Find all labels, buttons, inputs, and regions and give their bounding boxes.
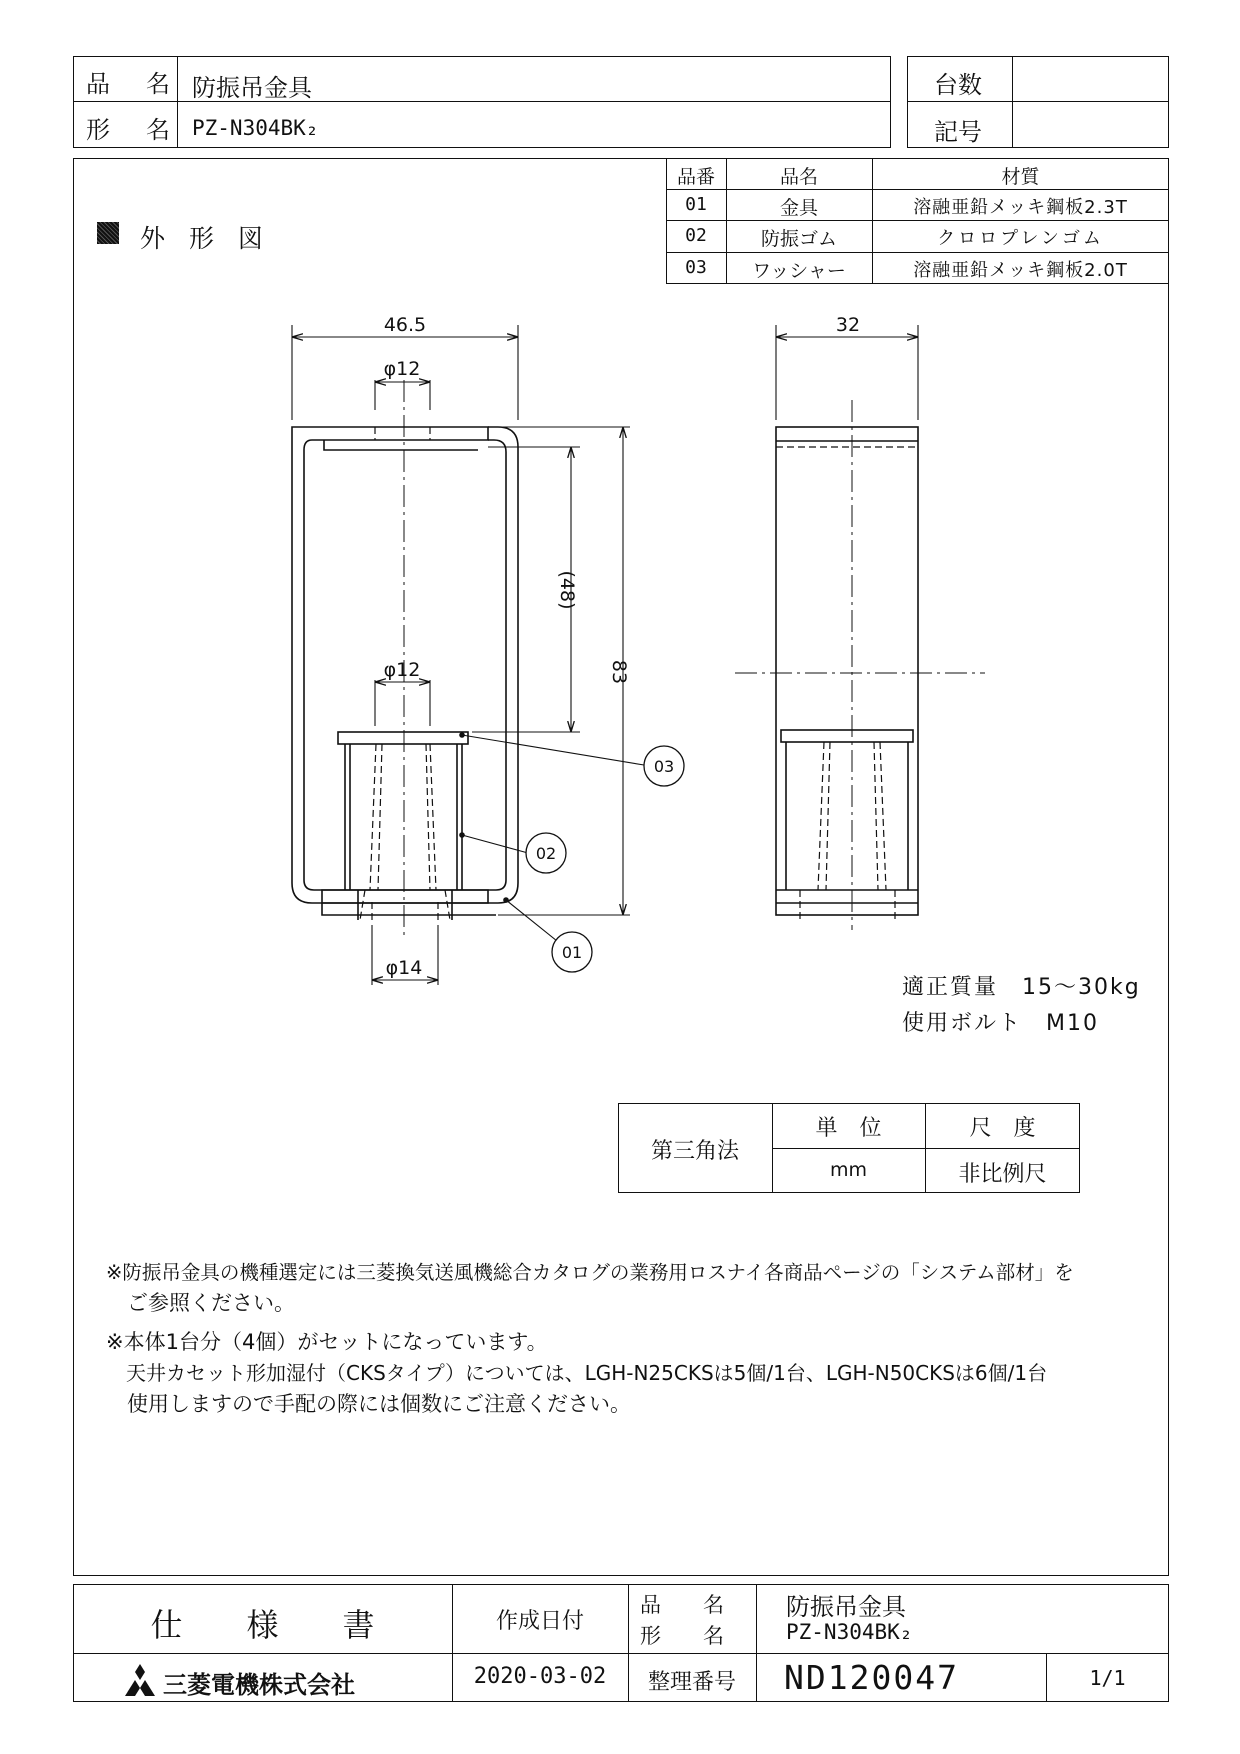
parts-row-material: 溶融亜鉛メッキ鋼板2.0T (913, 260, 1128, 281)
callout-02: 02 (535, 844, 557, 863)
scale-label: 尺 度 (969, 1116, 1036, 1141)
date-label: 作成日付 (495, 1609, 584, 1634)
parts-row-name: ワッシャー (752, 260, 846, 282)
parts-row-material: クロロプレンゴム (937, 228, 1104, 249)
parts-row-no: 01 (685, 194, 707, 215)
top-plate (322, 427, 488, 440)
note-line: ※本体1台分（4個）がセットになっています。 (106, 1330, 548, 1354)
unit-label: 単 位 (815, 1116, 882, 1141)
scale-row-line (772, 1148, 1080, 1149)
mitsubishi-logo-icon (120, 1664, 160, 1696)
parts-row-material: 溶融亜鉛メッキ鋼板2.3T (913, 197, 1128, 218)
parts-header-material: 材質 (1001, 166, 1040, 188)
doc-type: 仕 様 書 (150, 1606, 375, 1644)
company-name: 三菱電機株式会社 (163, 1671, 355, 1699)
dim-phi-mid: φ12 (383, 659, 421, 681)
note-line: ご参照ください。 (106, 1291, 295, 1315)
katamei-label: 形 名 (86, 116, 176, 144)
hinmei-label: 品 名 (86, 70, 176, 98)
dim-width-front: 46.5 (383, 314, 427, 336)
parts-header-no: 品番 (676, 166, 715, 188)
dim-48: (48) (556, 570, 578, 610)
seiri-value: ND120047 (784, 1658, 959, 1697)
katamei-value: PZ-N304BK₂ (192, 116, 319, 140)
washer-front (338, 732, 468, 744)
parts-row-no: 02 (685, 225, 707, 246)
date-value: 2020-03-02 (473, 1664, 607, 1689)
bottom-plate (322, 890, 488, 903)
note-line: 使用しますので手配の際には個数にご注意ください。 (106, 1392, 631, 1416)
callout-01: 01 (561, 943, 583, 962)
spec-mass: 適正質量 15～30kg (902, 975, 1141, 1000)
note-line: ※防振吊金具の機種選定には三菱換気送風機総合カタログの業務用ロスナイ各商品ページの「システム部材」を (106, 1261, 1074, 1284)
note-line: 天井カセット形加湿付（CKSタイプ）については、LGH-N25CKSは5個/1台、LGH-N50CKSは6個/1台 (106, 1361, 1048, 1385)
daisu-label: 台数 (934, 71, 982, 99)
seiri-label: 整理番号 (647, 1670, 736, 1695)
unit-value: mm (829, 1159, 868, 1181)
footer-hinmei-label: 品 名 (640, 1593, 724, 1617)
projection-method: 第三角法 (650, 1139, 739, 1164)
callout-03: 03 (653, 757, 675, 776)
dim-83: 83 (608, 659, 630, 685)
dim-phi-top: φ12 (383, 358, 421, 380)
dim-width-side: 32 (835, 314, 861, 336)
page-number: 1/1 (1089, 1666, 1126, 1690)
footer-hinmei-value: 防振吊金具 (786, 1593, 906, 1621)
notes (106, 1257, 1136, 1420)
washer-side (781, 730, 913, 742)
parts-header-name: 品名 (779, 166, 818, 188)
scale-value: 非比例尺 (958, 1162, 1047, 1187)
hinmei-value: 防振吊金具 (192, 74, 312, 102)
kigou-label: 記号 (934, 118, 982, 146)
parts-row-name: 金具 (779, 197, 818, 219)
footer-katamei-value: PZ-N304BK₂ (786, 1620, 913, 1644)
title-row-line (73, 1653, 1169, 1654)
parts-row-name: 防振ゴム (760, 228, 837, 250)
footer-katamei-label: 形 名 (640, 1624, 724, 1648)
side-body (776, 427, 918, 915)
title-col-line (756, 1584, 757, 1702)
dim-phi-bottom: φ14 (385, 957, 423, 979)
section-title: 外 形 図 (140, 224, 271, 253)
parts-row-no: 03 (685, 257, 707, 278)
spec-bolt: 使用ボルト M10 (902, 1011, 1099, 1036)
